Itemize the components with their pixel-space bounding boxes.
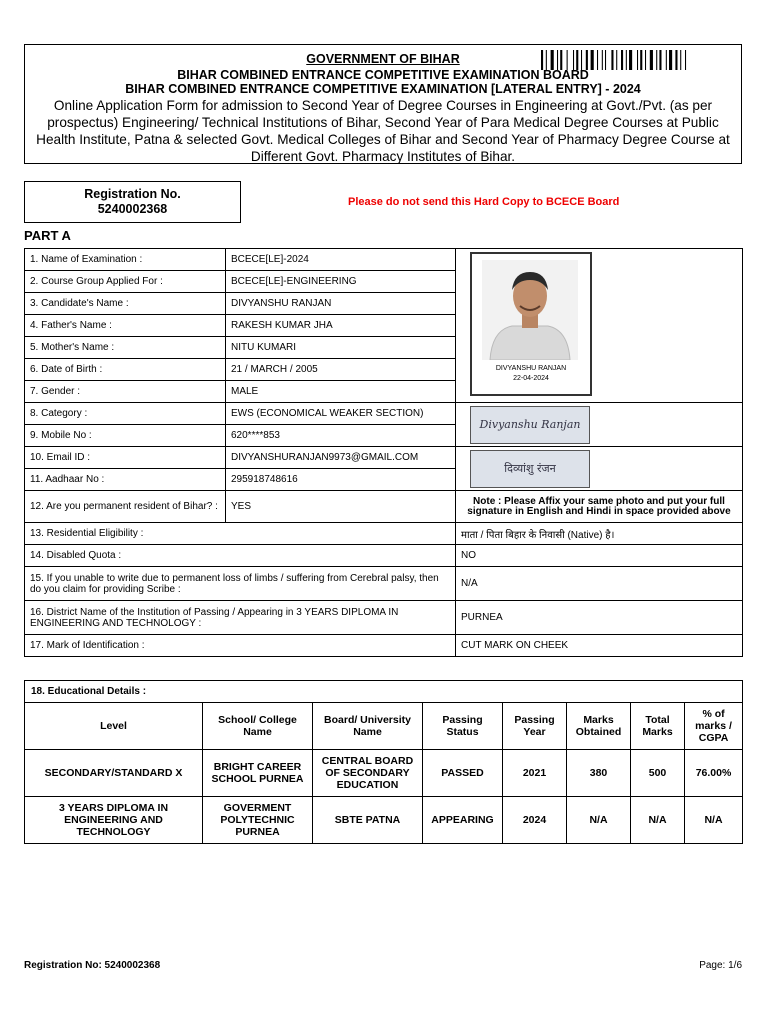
- field-label: 3. Candidate's Name :: [25, 293, 226, 315]
- barcode: [541, 50, 727, 70]
- field-value: NITU KUMARI: [226, 337, 456, 359]
- registration-number: 5240002368: [97, 202, 168, 216]
- form-description: Online Application Form for admission to Second Year of Degree Courses in Engineering at Govt./Pvt. (as per prospectus) Engineering/ Technical Institutions of Bihar, Second Year of Para Medical Degree Courses at Public Health Institute, Patna & selected Govt. Medical Colleges of Bihar and Second Year of Pharmacy Degree Course at Different Govt. Pharmacy Institutes of Bihar.: [36, 98, 730, 164]
- board-title: BIHAR COMBINED ENTRANCE COMPETITIVE EXAMINATION BOARD: [177, 68, 589, 82]
- field-value: NO: [456, 545, 743, 567]
- column-header: % of marks / CGPA: [685, 703, 743, 750]
- field-label: 14. Disabled Quota :: [25, 545, 456, 567]
- field-label: 10. Email ID :: [25, 447, 226, 469]
- government-title: GOVERNMENT OF BIHAR: [306, 52, 460, 66]
- field-label: 16. District Name of the Institution of Passing / Appearing in 3 YEARS DIPLOMA IN ENGINEERING AND TECHNOLOGY :: [25, 601, 456, 635]
- table-row: [25, 750, 743, 797]
- photo-caption: [472, 364, 590, 384]
- column-header: School/ College Name: [203, 703, 313, 750]
- field-value: CUT MARK ON CHEEK: [456, 635, 743, 657]
- column-header: Passing Status: [423, 703, 503, 750]
- table-cell: GOVERMENT POLYTECHNIC PURNEA: [203, 797, 313, 844]
- field-label: 12. Are you permanent resident of Bihar? :: [25, 491, 226, 523]
- field-label: 9. Mobile No :: [25, 425, 226, 447]
- field-label: 5. Mother's Name :: [25, 337, 226, 359]
- field-label: 17. Mark of Identification :: [25, 635, 456, 657]
- table-row: [25, 567, 743, 601]
- column-header: Marks Obtained: [567, 703, 631, 750]
- education-title: 18. Educational Details :: [25, 681, 743, 703]
- photo-caption-name: DIVYANSHU RANJAN: [495, 365, 567, 372]
- table-cell: SBTE PATNA: [313, 797, 423, 844]
- column-header: Total Marks: [631, 703, 685, 750]
- table-row: [25, 447, 743, 469]
- photo-note: Note : Please Affix your same photo and put your full signature in English and Hindi in space provided above: [456, 491, 743, 523]
- footer-registration: Registration No: 5240002368: [24, 960, 161, 971]
- page-number: Page: 1/6: [699, 960, 742, 971]
- field-label: 6. Date of Birth :: [25, 359, 226, 381]
- field-value: BCECE[LE]-ENGINEERING: [226, 271, 456, 293]
- table-cell: APPEARING: [423, 797, 503, 844]
- field-value: BCECE[LE]-2024: [226, 249, 456, 271]
- table-cell: 2021: [503, 750, 567, 797]
- exam-title: BIHAR COMBINED ENTRANCE COMPETITIVE EXAMINATION [LATERAL ENTRY] - 2024: [125, 82, 641, 96]
- table-row: [25, 249, 743, 271]
- field-value: 295918748616: [226, 469, 456, 491]
- header-box: [24, 44, 742, 164]
- table-cell: 76.00%: [685, 750, 743, 797]
- photo-cell: [456, 249, 743, 403]
- field-label: 7. Gender :: [25, 381, 226, 403]
- field-value: MALE: [226, 381, 456, 403]
- registration-box: [24, 181, 241, 223]
- hindi-signature: दिव्यांशु रंजन: [470, 450, 590, 488]
- part-a-heading: PART A: [24, 228, 71, 243]
- table-row: [25, 403, 743, 425]
- field-label: 11. Aadhaar No :: [25, 469, 226, 491]
- field-value: EWS (ECONOMICAL WEAKER SECTION): [226, 403, 456, 425]
- table-cell: SECONDARY/STANDARD X: [25, 750, 203, 797]
- table-cell: N/A: [567, 797, 631, 844]
- field-label: 8. Category :: [25, 403, 226, 425]
- table-cell: N/A: [685, 797, 743, 844]
- field-value: N/A: [456, 567, 743, 601]
- educational-details-table: [24, 680, 743, 844]
- field-value: YES: [226, 491, 456, 523]
- table-cell: N/A: [631, 797, 685, 844]
- field-value: PURNEA: [456, 601, 743, 635]
- field-value: 21 / MARCH / 2005: [226, 359, 456, 381]
- column-header: Board/ University Name: [313, 703, 423, 750]
- photo-image: [482, 260, 578, 360]
- table-cell: BRIGHT CAREER SCHOOL PURNEA: [203, 750, 313, 797]
- table-row: [25, 797, 743, 844]
- field-value: RAKESH KUMAR JHA: [226, 315, 456, 337]
- candidate-details-table: [24, 248, 743, 657]
- field-value: 620****853: [226, 425, 456, 447]
- candidate-photo: [470, 252, 592, 396]
- table-cell: 500: [631, 750, 685, 797]
- field-value: DIVYANSHURANJAN9973@GMAIL.COM: [226, 447, 456, 469]
- field-value: DIVYANSHU RANJAN: [226, 293, 456, 315]
- table-row: [25, 601, 743, 635]
- table-cell: 380: [567, 750, 631, 797]
- table-row: [25, 491, 743, 523]
- table-cell: 3 YEARS DIPLOMA IN ENGINEERING AND TECHNOLOGY: [25, 797, 203, 844]
- table-row: [25, 545, 743, 567]
- table-row: [25, 681, 743, 703]
- table-cell: PASSED: [423, 750, 503, 797]
- english-signature-cell: [456, 403, 743, 447]
- field-label: 15. If you unable to write due to permanent loss of limbs / suffering from Cerebral palsy, then do you claim for providing Scribe :: [25, 567, 456, 601]
- field-label: 4. Father's Name :: [25, 315, 226, 337]
- table-row: [25, 635, 743, 657]
- field-label: 2. Course Group Applied For :: [25, 271, 226, 293]
- registration-label: Registration No.: [84, 187, 181, 201]
- field-label: 13. Residential Eligibility :: [25, 523, 456, 545]
- table-cell: CENTRAL BOARD OF SECONDARY EDUCATION: [313, 750, 423, 797]
- field-label: 1. Name of Examination :: [25, 249, 226, 271]
- table-cell: 2024: [503, 797, 567, 844]
- hindi-signature-cell: [456, 447, 743, 491]
- column-header: Passing Year: [503, 703, 567, 750]
- photo-caption-date: 22-04-2024: [513, 375, 549, 382]
- english-signature: Divyanshu Ranjan: [470, 406, 590, 444]
- field-value: माता / पिता बिहार के निवासी (Native) है।: [456, 523, 743, 545]
- table-row: [25, 523, 743, 545]
- column-header: Level: [25, 703, 203, 750]
- table-header-row: [25, 703, 743, 750]
- hard-copy-notice: Please do not send this Hard Copy to BCECE Board: [348, 196, 620, 208]
